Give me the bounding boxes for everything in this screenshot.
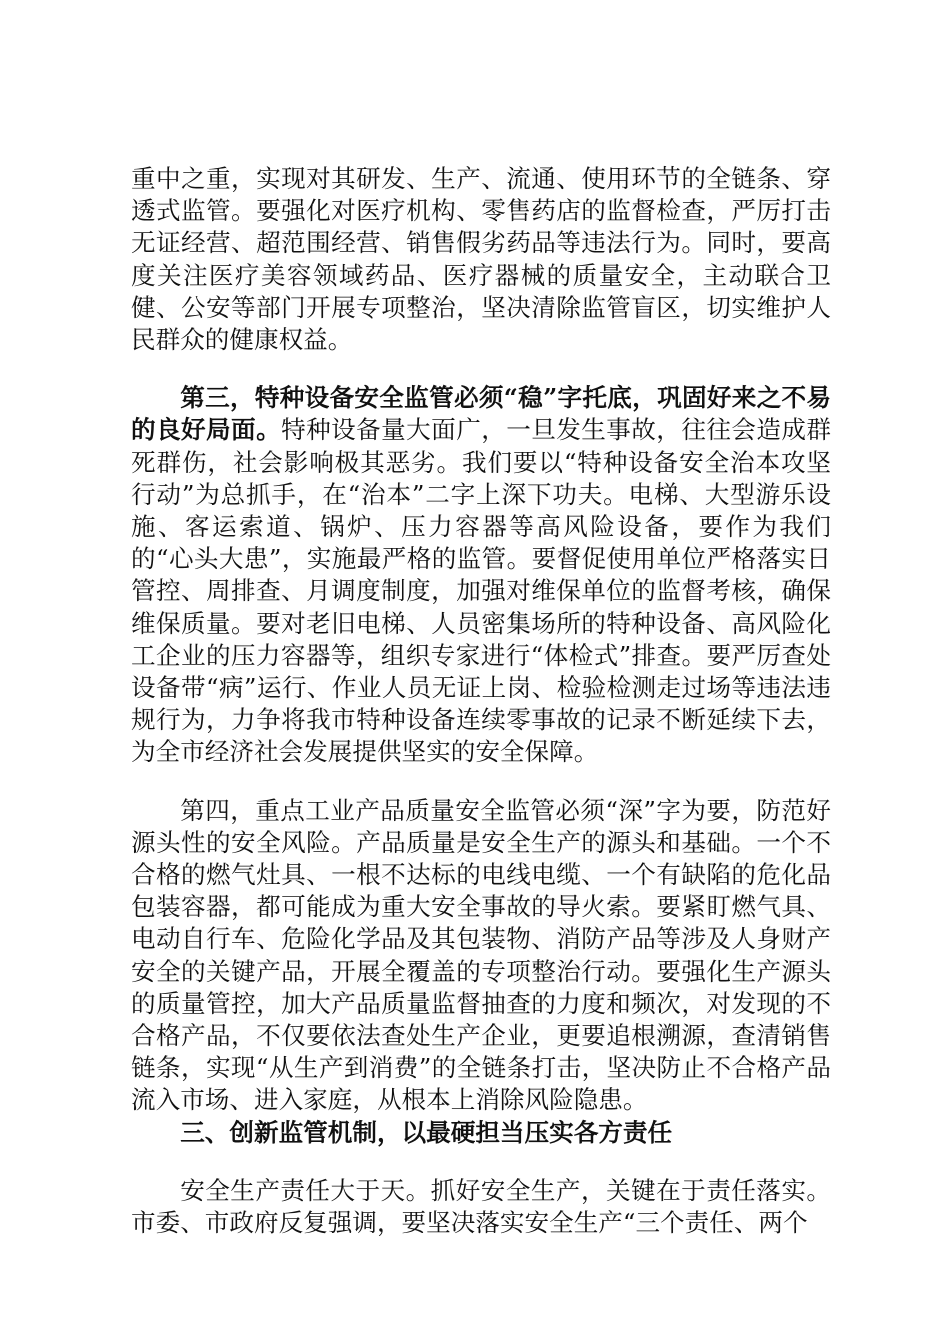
paragraph-medicine-supervision: 重中之重，实现对其研发、生产、流通、使用环节的全链条、穿透式监管。要强化对医疗机构、零售药店的监督检查，严厉打击无证经营、超范围经营、销售假劣药品等违法行为。同时，要高度关注医疗美容领域药品、医疗器械的质量安全，主动联合卫健、公安等部门开展专项整治，坚决清除监管盲区，切实维护人民群众的健康权益。 xyxy=(131,164,831,355)
paragraph-special-equipment xyxy=(131,382,831,768)
paragraph-special-equipment-body: 特种设备量大面广，一旦发生事故，往往会造成群死群伤，社会影响极其恶劣。我们要以“特种设备安全治本攻坚行动”为总抓手，在“治本”二字上深下功夫。电梯、大型游乐设施、客运索道、锅炉、压力容器等高风险设备，要作为我们的“心头大患”，实施最严格的监管。要督促使用单位严格落实日管控、周排查、月调度制度，加强对维保单位的监督考核，确保维保质量。要对老旧电梯、人员密集场所的特种设备、高风险化工企业的压力容器等，组织专家进行“体检式”排查。要严厉查处设备带“病”运行、作业人员无证上岗、检验检测走过场等违法违规行为，力争将我市特种设备连续零事故的记录不断延续下去，为全市经济社会发展提供坚实的安全保障。 xyxy=(131,415,831,767)
paragraph-safety-responsibility: 安全生产责任大于天。抓好安全生产，关键在于责任落实。市委、市政府反复强调，要坚决落实安全生产“三个责任、两个 xyxy=(131,1175,831,1238)
section-heading-three: 三、创新监管机制，以最硬担当压实各方责任 xyxy=(180,1117,673,1147)
paragraph-special-equipment-lead: 第三，特种设备安全监管必须“稳”字托底，巩固好来之不易的良好局面。 xyxy=(131,383,831,445)
document-page xyxy=(131,163,831,1239)
paragraph-industrial-products: 第四，重点工业产品质量安全监管必须“深”字为要，防范好源头性的安全风险。产品质量是安全生产的源头和基础。一个不合格的燃气灶具、一根不达标的电线电缆、一个有缺陷的危化品包装容器，都可能成为重大安全事故的导火索。要紧盯燃气具、电动自行车、危险化学品及其包装物、消防产品等涉及人身财产安全的关键产品，开展全覆盖的专项整治行动。要强化生产源头的质量管控，加大产品质量监督抽查的力度和频次，对发现的不合格产品，不仅要依法查处生产企业，更要追根溯源，查清销售链条，实现“从生产到消费”的全链条打击，坚决防止不合格产品流入市场、进入家庭，从根本上消除风险隐患。 xyxy=(131,795,831,1115)
